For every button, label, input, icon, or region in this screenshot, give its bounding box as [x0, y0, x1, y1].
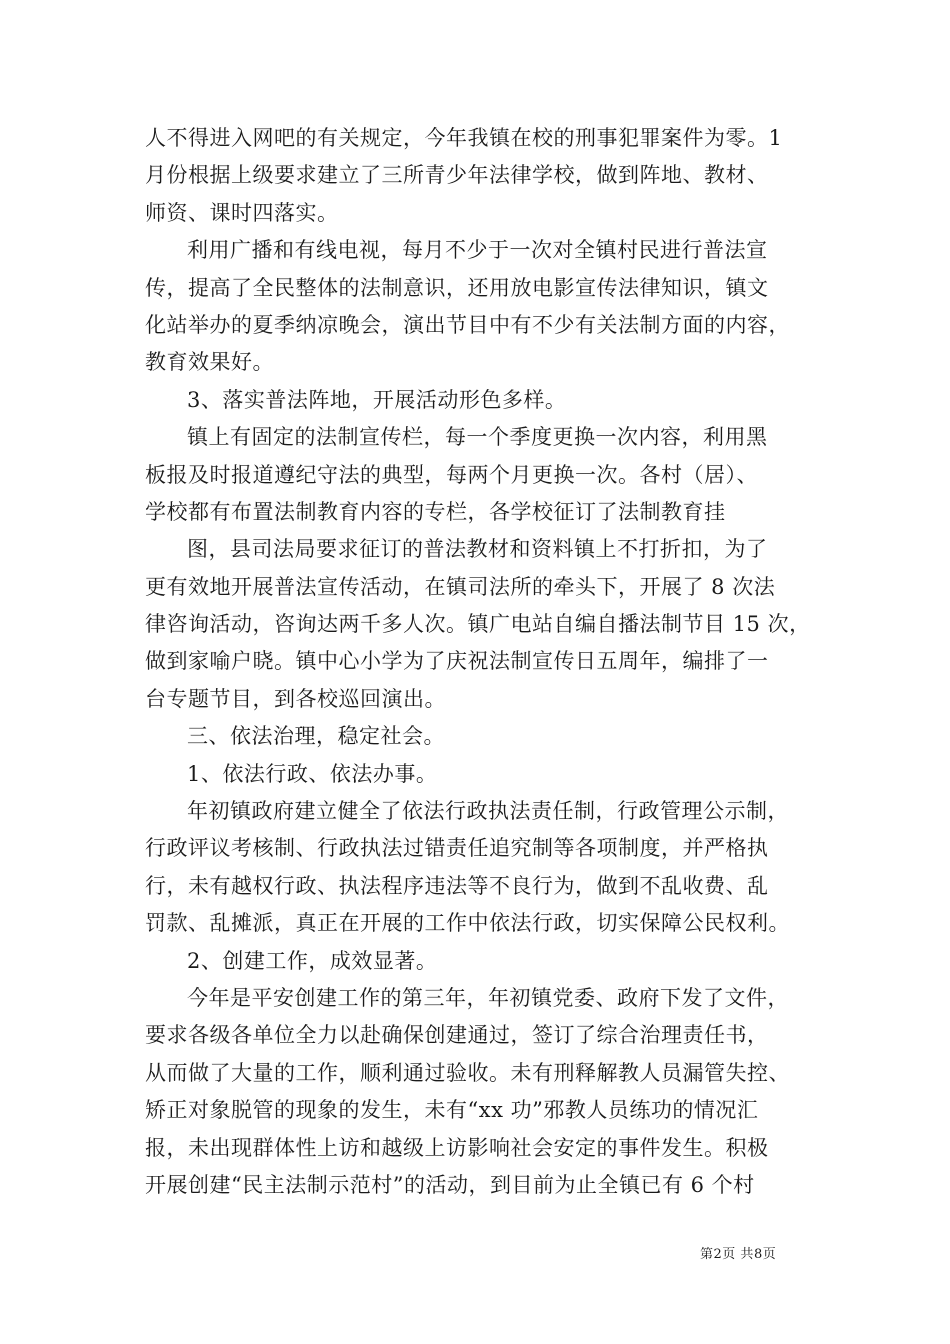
text-line: 行，未有越权行政、执法程序违法等不良行为，做到不乱收费、乱	[145, 873, 769, 898]
total-page-number: 8	[753, 1247, 763, 1262]
text-line: 2、创建工作，成效显著。	[187, 948, 438, 973]
text-line: 三、依法治理，稳定社会。	[187, 724, 445, 749]
document-body	[145, 120, 821, 1204]
text-line: 今年是平安创建工作的第三年，年初镇党委、政府下发了文件，	[187, 985, 789, 1010]
text-line: 从而做了大量的工作，顺利通过验收。未有刑释解教人员漏管失控、	[145, 1060, 790, 1085]
text-line: 台专题节目，到各校巡回演出。	[145, 686, 446, 711]
text-line: 做到家喻户晓。镇中心小学为了庆祝法制宣传日五周年，编排了一	[145, 649, 769, 674]
text-line: 律咨询活动，咨询达两千多人次。镇广电站自编自播法制节目 15 次，	[145, 612, 811, 637]
text-line: 板报及时报道遵纪守法的典型，每两个月更换一次。各村（居）、	[145, 462, 758, 487]
text-line: 3、落实普法阵地，开展活动形色多样。	[187, 387, 567, 412]
text-line: 图，县司法局要求征订的普法教材和资料镇上不打折扣，为了	[187, 537, 768, 562]
text-line: 矫正对象脱管的现象的发生，未有“xx 功”邪教人员练功的情况汇	[145, 1098, 759, 1123]
text-line: 镇上有固定的法制宣传栏，每一个季度更换一次内容，利用黑	[187, 425, 768, 450]
text-line: 化站举办的夏季纳凉晚会，演出节目中有不少有关法制方面的内容，	[145, 312, 790, 337]
text-line: 师资、课时四落实。	[145, 200, 339, 225]
text-line: 人不得进入网吧的有关规定，今年我镇在校的刑事犯罪案件为零。1	[145, 126, 783, 150]
current-page-number: 2	[713, 1247, 723, 1262]
text-line: 月份根据上级要求建立了三所青少年法律学校，做到阵地、教材、	[145, 163, 769, 188]
text-line: 教育效果好。	[145, 350, 274, 375]
text-line: 学校都有布置法制教育内容的专栏，各学校征订了法制教育挂	[145, 499, 726, 524]
text-line: 开展创建“民主法制示范村”的活动，到目前为止全镇已有 6 个村	[145, 1172, 755, 1197]
text-line: 报，未出现群体性上访和越级上访影响社会安定的事件发生。积极	[145, 1135, 769, 1160]
text-line: 利用广播和有线电视，每月不少于一次对全镇村民进行普法宣	[187, 238, 768, 263]
text-line: 1、依法行政、依法办事。	[187, 761, 438, 786]
page-footer	[700, 1243, 776, 1262]
text-line: 传，提高了全民整体的法制意识，还用放电影宣传法律知识，镇文	[145, 275, 769, 300]
footer-middle: 页 共	[722, 1247, 754, 1262]
text-line: 年初镇政府建立健全了依法行政执法责任制，行政管理公示制，	[187, 799, 789, 824]
text-line: 要求各级各单位全力以赴确保创建通过，签订了综合治理责任书，	[145, 1023, 769, 1048]
footer-suffix: 页	[762, 1247, 777, 1262]
text-line: 罚款、乱摊派，真正在开展的工作中依法行政，切实保障公民权利。	[145, 911, 790, 936]
text-line: 行政评议考核制、行政执法过错责任追究制等各项制度，并严格执	[145, 836, 769, 861]
text-line: 更有效地开展普法宣传活动，在镇司法所的牵头下，开展了 8 次法	[145, 574, 776, 599]
footer-prefix: 第	[700, 1247, 714, 1262]
